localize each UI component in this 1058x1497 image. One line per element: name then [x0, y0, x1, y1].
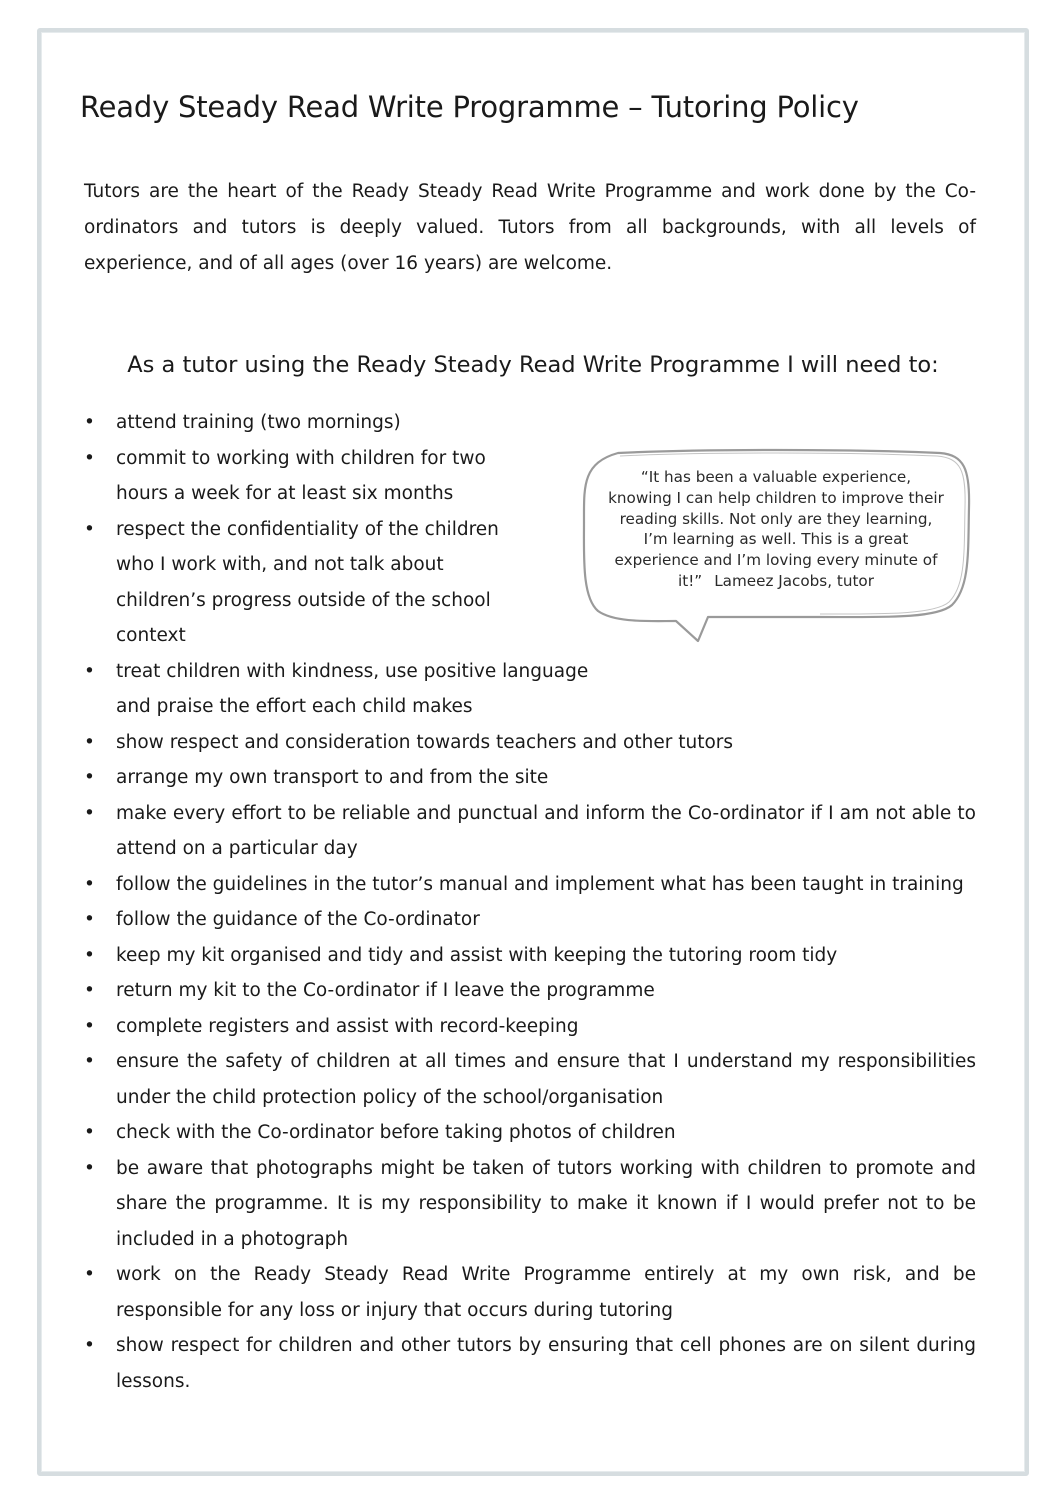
list-item	[84, 1257, 976, 1328]
list-item-text: arrange my own transport to and from the site	[116, 767, 549, 788]
list-item-text: check with the Co-ordinator before taking photos of children	[116, 1122, 676, 1143]
list-item-text: make every effort to be reliable and punctual and inform the Co-ordinator if I am not able to attend on a particular day	[116, 802, 976, 859]
bullet-icon: •	[84, 1051, 95, 1072]
page-title: Ready Steady Read Write Programme – Tutoring Policy	[80, 90, 859, 124]
bullet-icon: •	[84, 412, 95, 433]
list-item-text: follow the guidelines in the tutor’s manual and implement what has been taught in training	[116, 873, 964, 895]
bullet-icon: •	[84, 980, 95, 1001]
bullet-icon: •	[84, 873, 95, 895]
list-item	[84, 760, 976, 796]
bullet-icon: •	[84, 731, 95, 753]
list-item-text: complete registers and assist with record-keeping	[116, 1015, 579, 1037]
list-item	[84, 902, 976, 938]
list-item	[84, 796, 976, 867]
bullet-icon: •	[84, 944, 95, 966]
bullet-icon: •	[84, 909, 95, 930]
list-item	[84, 973, 976, 1009]
testimonial-quote: “It has been a valuable experience, knowing I can help children to improve their reading skills. Not only are they learning, I’m learning as well. This is a great experience and I’m loving every minute of it!”	[608, 468, 944, 590]
list-item	[84, 654, 596, 725]
bullet-icon: •	[84, 1015, 95, 1037]
list-item	[84, 441, 536, 512]
list-item	[84, 725, 976, 761]
bullet-icon: •	[84, 1335, 95, 1356]
list-item-text: keep my kit organised and tidy and assist with keeping the tutoring room tidy	[116, 944, 838, 966]
list-item	[84, 512, 536, 654]
bullet-icon: •	[84, 1264, 95, 1285]
list-item	[84, 1151, 976, 1258]
list-item-text: respect the confidentiality of the children who I work with, and not talk about children’s progress outside of the school context	[116, 518, 499, 646]
list-item-text: treat children with kindness, use positive language and praise the effort each child makes	[116, 660, 589, 717]
list-item-text: follow the guidance of the Co-ordinator	[116, 909, 480, 930]
list-item-text: attend training (two mornings)	[116, 412, 401, 433]
list-item	[84, 405, 976, 441]
list-item-text: commit to working with children for two hours a week for at least six months	[116, 447, 486, 504]
list-item-text: show respect for children and other tutors by ensuring that cell phones are on silent during lessons.	[116, 1335, 976, 1392]
bullet-icon: •	[84, 1122, 95, 1143]
list-item-text: show respect and consideration towards teachers and other tutors	[116, 731, 734, 753]
bullet-icon: •	[84, 447, 95, 469]
testimonial-author: Lameez Jacobs, tutor	[714, 571, 874, 590]
list-item	[84, 1115, 976, 1151]
list-item-text: work on the Ready Steady Read Write Programme entirely at my own risk, and be responsible for any loss or injury that occurs during tutoring	[116, 1264, 976, 1321]
list-item-text: ensure the safety of children at all times and ensure that I understand my responsibilities under the child protection policy of the school/organisation	[116, 1051, 976, 1108]
bullet-icon: •	[84, 518, 95, 540]
intro-paragraph: Tutors are the heart of the Ready Steady Read Write Programme and work done by the Co-ordinators and tutors is deeply valued. Tutors from all backgrounds, with all levels of experience, and of all ages (over 16 years) are welcome.	[84, 181, 976, 274]
list-item	[84, 1328, 976, 1399]
list-heading: As a tutor using the Ready Steady Read Write Programme I will need to:	[127, 352, 939, 378]
bullet-icon: •	[84, 660, 95, 682]
list-item	[84, 1009, 976, 1045]
bullet-icon: •	[84, 767, 95, 788]
testimonial-speech-bubble	[580, 447, 972, 647]
list-item	[84, 1044, 976, 1115]
list-item-text: return my kit to the Co-ordinator if I leave the programme	[116, 980, 655, 1001]
bullet-icon: •	[84, 802, 95, 824]
list-item	[84, 867, 976, 903]
list-item-text: be aware that photographs might be taken of tutors working with children to promote and share the programme. It is my responsibility to make it known if I would prefer not to be included in a photograph	[116, 1157, 976, 1250]
bullet-icon: •	[84, 1157, 95, 1179]
testimonial-text	[608, 467, 944, 592]
list-item	[84, 938, 976, 974]
